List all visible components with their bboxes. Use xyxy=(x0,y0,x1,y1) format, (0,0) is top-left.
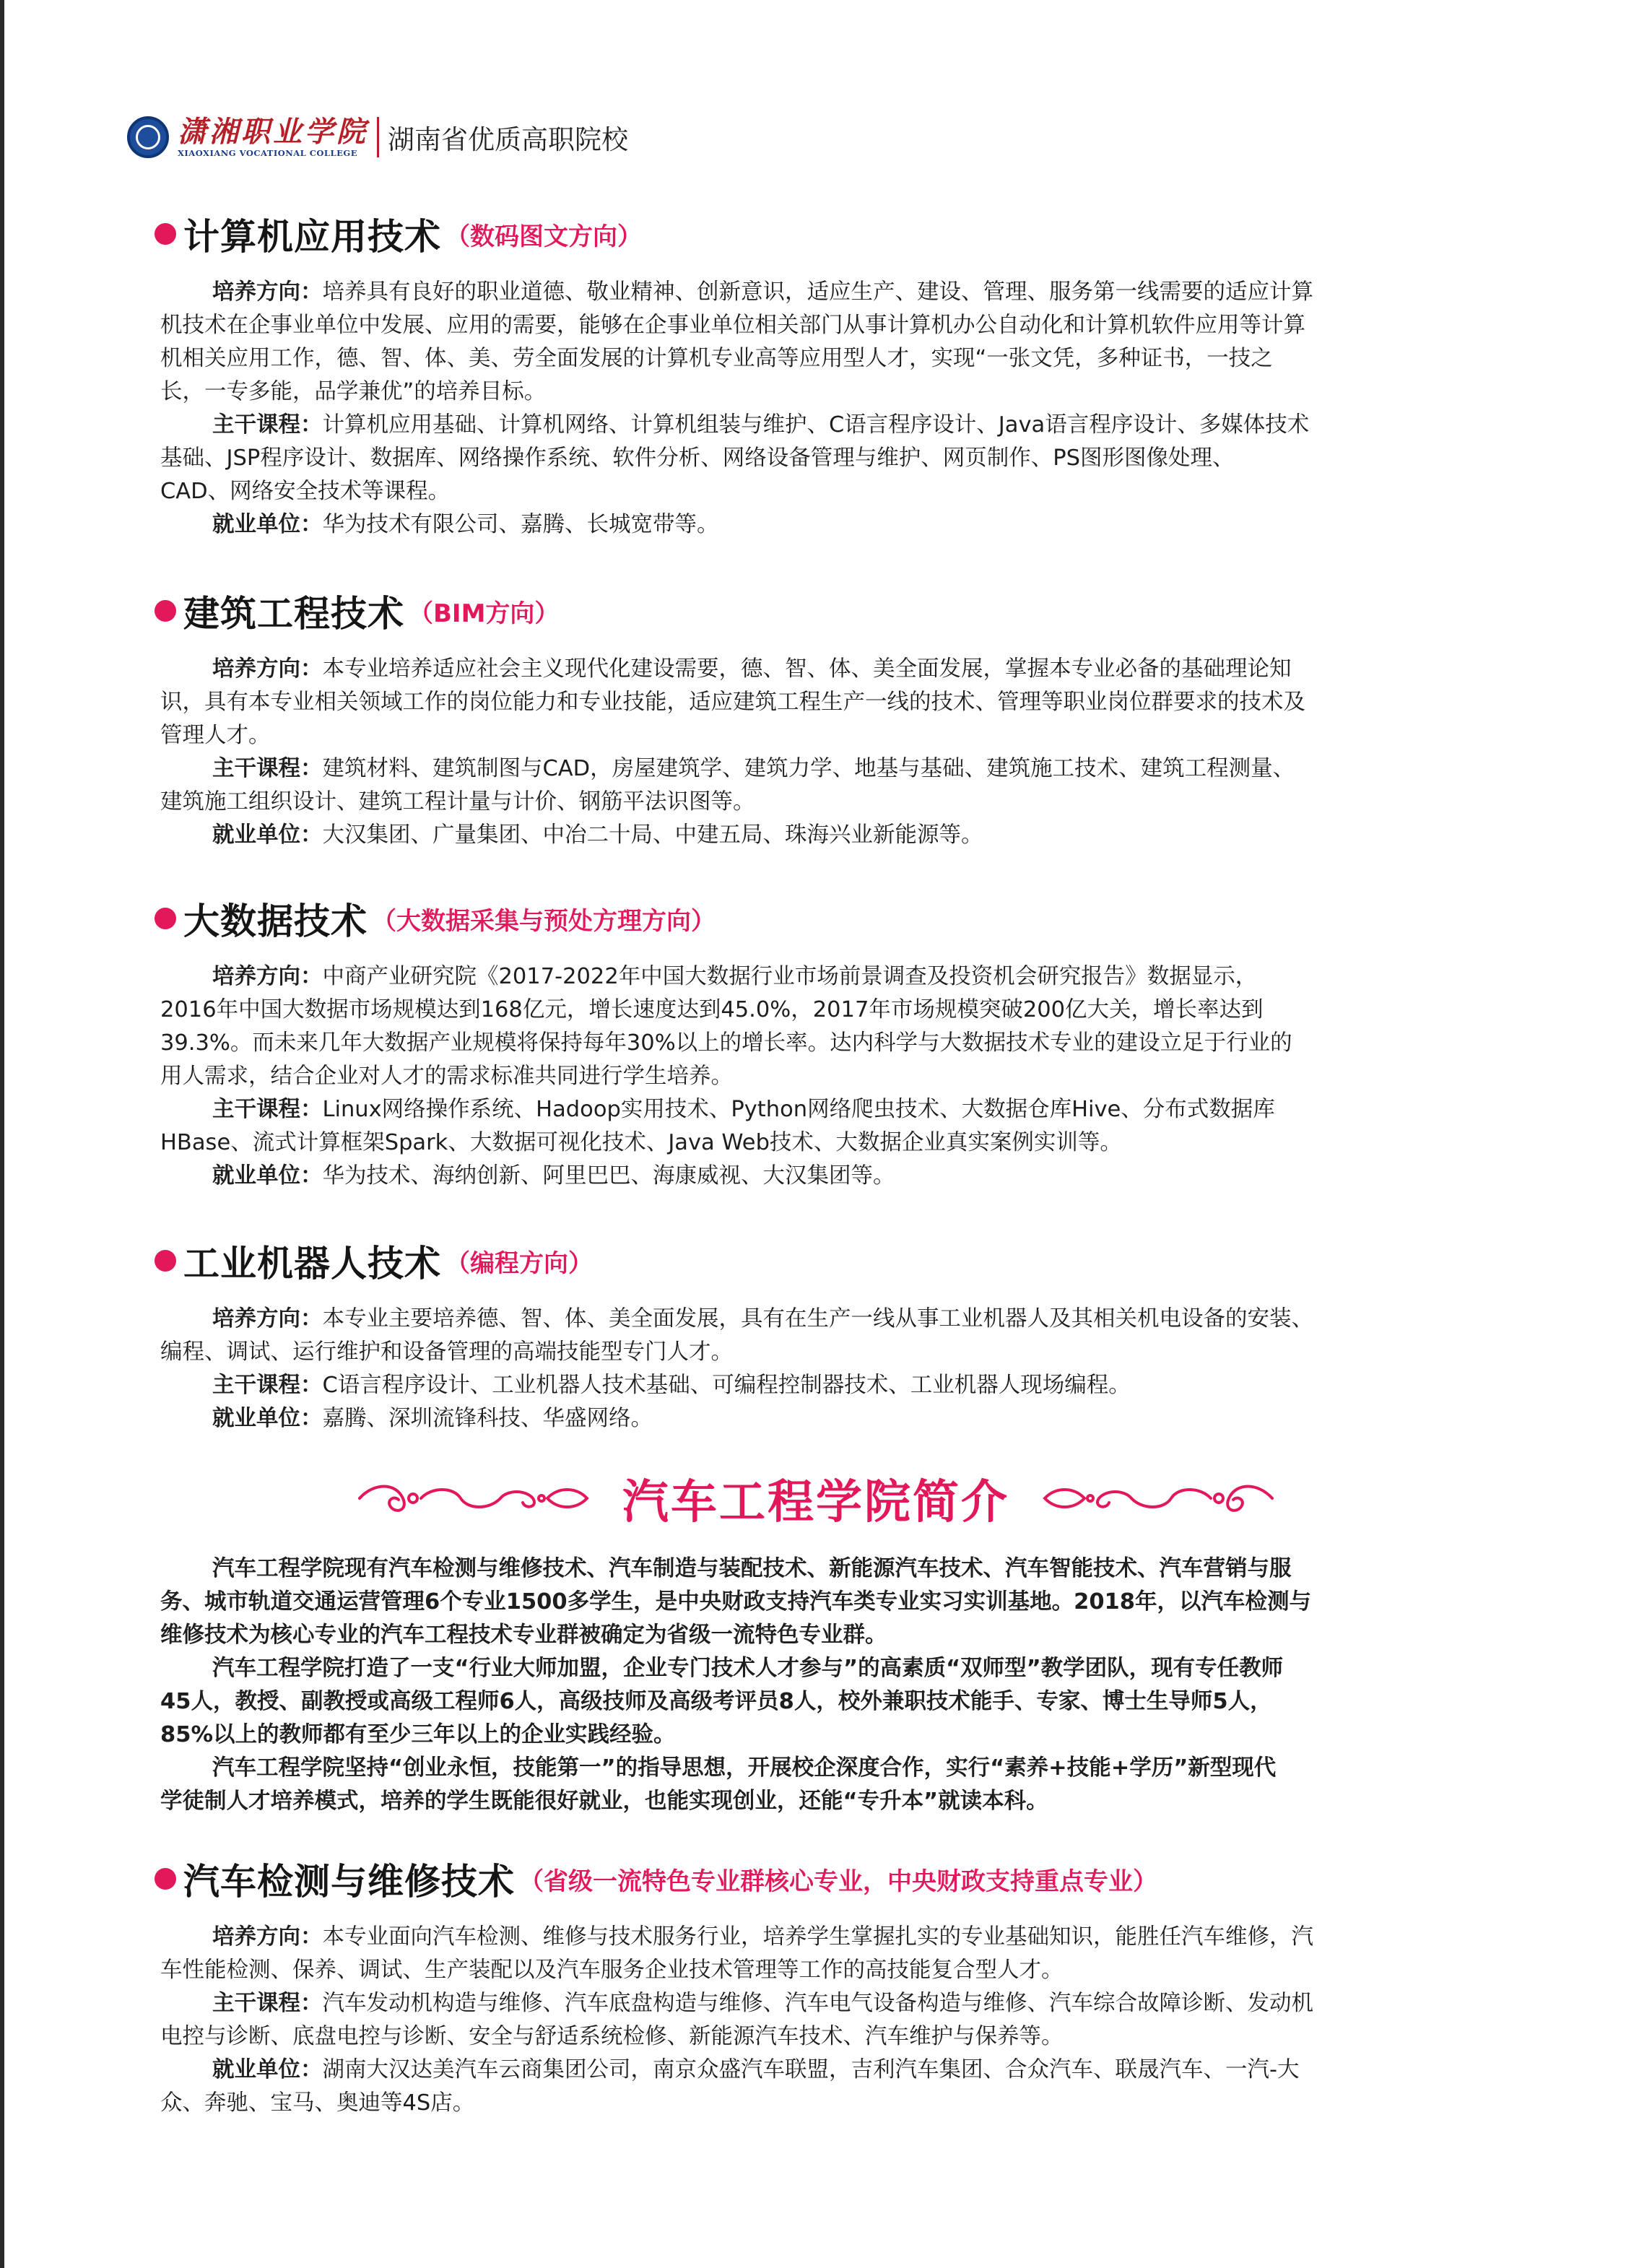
section-title: 大数据技术 xyxy=(183,900,368,942)
course-label: 主干课程： xyxy=(212,1097,323,1122)
section-subtitle: （大数据采集与预处方理方向） xyxy=(372,906,716,936)
training-line: 39.3%。而未来几年大数据产业规模将保持每年30%以上的增长率。达内科学与大数据技术专业的建设立足于行业的 xyxy=(160,1030,1292,1056)
course-line: 主干课程：C语言程序设计、工业机器人技术基础、可编程控制器技术、工业机器人现场编程。 xyxy=(212,1373,1131,1398)
employer-line: 就业单位：湖南大汉达美汽车云商集团公司，南京众盛汽车联盟，吉利汽车集团、合众汽车、联晟汽车、一汽-大 xyxy=(212,2057,1300,2082)
college-intro xyxy=(160,1552,1487,1818)
course-line: 建筑施工组织设计、建筑工程计量与计价、钢筋平法识图等。 xyxy=(160,789,755,814)
course-label: 主干课程： xyxy=(212,412,323,438)
section-title: 工业机器人技术 xyxy=(183,1243,441,1285)
section-subtitle: （数码图文方向） xyxy=(445,222,642,251)
intro-line: 务、城市轨道交通运营管理6个专业1500多学生，是中央财政支持汽车类专业实习实训基地。2018年，以汽车检测与 xyxy=(160,1589,1311,1615)
training-line: 培养方向：培养具有良好的职业道德、敬业精神、创新意识，适应生产、建设、管理、服务第一线需要的适应计算 xyxy=(212,279,1313,305)
training-label: 培养方向： xyxy=(212,1924,323,1950)
section-heading xyxy=(155,1236,1487,1285)
banner-title: 汽车工程学院简介 xyxy=(622,1476,1009,1529)
section-title: 计算机应用技术 xyxy=(183,216,441,258)
employer-label: 就业单位： xyxy=(212,1163,323,1189)
training-line: 识，具有本专业相关领域工作的岗位能力和专业技能，适应建筑工程生产一线的技术、管理等职业岗位群要求的技术及 xyxy=(160,690,1305,715)
college-name-en: XIAOXIANG VOCATIONAL COLLEGE xyxy=(178,148,357,158)
section-heading xyxy=(155,894,1487,943)
section-heading xyxy=(155,1854,1487,1903)
section-heading xyxy=(155,209,1487,258)
course-line: 主干课程：建筑材料、建筑制图与CAD，房屋建筑学、建筑力学、地基与基础、建筑施工技术、建筑工程测量、 xyxy=(212,756,1295,781)
training-line: 培养方向：本专业培养适应社会主义现代化建设需要，德、智、体、美全面发展，掌握本专业必备的基础理论知 xyxy=(212,656,1292,682)
course-line: HBase、流式计算框架Spark、大数据可视化技术、Java Web技术、大数据企业真实案例实训等。 xyxy=(160,1130,1122,1155)
college-intro-banner xyxy=(339,1466,1292,1531)
college-seal-icon xyxy=(127,116,169,158)
bullet-dot-icon xyxy=(155,600,176,622)
course-line: 主干课程：计算机应用基础、计算机网络、计算机组装与维护、C语言程序设计、Java语言程序设计、多媒体技术 xyxy=(212,412,1310,438)
training-line: 车性能检测、保养、调试、生产装配以及汽车服务企业技术管理等工作的高技能复合型人才。 xyxy=(160,1958,1064,1983)
training-line: 管理人才。 xyxy=(160,723,271,748)
college-logo xyxy=(178,116,368,158)
section-body xyxy=(160,653,1487,852)
training-line: 编程、调试、运行维护和设备管理的高端技能型专门人才。 xyxy=(160,1339,733,1365)
employer-line: 就业单位：华为技术、海纳创新、阿里巴巴、海康威视、大汉集团等。 xyxy=(212,1163,895,1189)
course-label: 主干课程： xyxy=(212,756,323,781)
intro-line: 45人，教授、副教授或高级工程师6人，高级技师及高级考评员8人，校外兼职技术能手、专家、博士生导师5人， xyxy=(160,1689,1272,1714)
training-line: 培养方向：本专业面向汽车检测、维修与技术服务行业，培养学生掌握扎实的专业基础知识，能胜任汽车维修，汽 xyxy=(212,1924,1313,1950)
employer-label: 就业单位： xyxy=(212,1406,323,1431)
course-label: 主干课程： xyxy=(212,1373,323,1398)
training-label: 培养方向： xyxy=(212,279,323,305)
section-body xyxy=(160,960,1487,1193)
page-header xyxy=(127,108,628,166)
training-label: 培养方向： xyxy=(212,1306,323,1331)
training-line: 培养方向：中商产业研究院《2017-2022年中国大数据行业市场前景调查及投资机会研究报告》数据显示， xyxy=(212,964,1258,989)
employer-label: 就业单位： xyxy=(212,822,323,848)
course-line: 主干课程：汽车发动机构造与维修、汽车底盘构造与维修、汽车电气设备构造与维修、汽车综合故障诊断、发动机 xyxy=(212,1991,1313,2016)
section-body xyxy=(160,1921,1487,2120)
section-heading xyxy=(155,586,1487,635)
header-tagline: 湖南省优质高职院校 xyxy=(388,124,628,155)
intro-line: 学徒制人才培养模式，培养的学生既能很好就业，也能实现创业，还能“专升本”就读本科。 xyxy=(160,1789,1048,1814)
intro-line: 85%以上的教师都有至少三年以上的企业实践经验。 xyxy=(160,1722,676,1747)
course-line: 基础、JSP程序设计、数据库、网络操作系统、软件分析、网络设备管理与维护、网页制作、PS图形图像处理、 xyxy=(160,446,1235,471)
section-title: 汽车检测与维修技术 xyxy=(183,1861,515,1903)
training-line: 培养方向：本专业主要培养德、智、体、美全面发展，具有在生产一线从事工业机器人及其相关机电设备的安装、 xyxy=(212,1306,1313,1331)
intro-line: 汽车工程学院坚持“创业永恒，技能第一”的指导思想，开展校企深度合作，实行“素养+技能+学历”新型现代 xyxy=(212,1755,1277,1781)
flourish-left-icon xyxy=(352,1477,598,1520)
major-section-robotics xyxy=(160,1236,1487,1435)
training-line: 机技术在企事业单位中发展、应用的需要，能够在企事业单位相关部门从事计算机办公自动化和计算机软件应用等计算 xyxy=(160,313,1305,338)
employer-label: 就业单位： xyxy=(212,512,323,537)
training-label: 培养方向： xyxy=(212,964,323,989)
course-line: CAD、网络安全技术等课程。 xyxy=(160,479,451,504)
major-section-computer xyxy=(160,209,1487,542)
intro-line: 汽车工程学院打造了一支“行业大师加盟，企业专门技术人才参与”的高素质“双师型”教学团队，现有专任教师 xyxy=(212,1656,1284,1681)
employer-line: 就业单位：华为技术有限公司、嘉腾、长城宽带等。 xyxy=(212,512,719,537)
intro-line: 汽车工程学院现有汽车检测与维修技术、汽车制造与装配技术、新能源汽车技术、汽车智能技术、汽车营销与服 xyxy=(212,1556,1292,1581)
section-body xyxy=(160,1303,1487,1435)
intro-line: 维修技术为核心专业的汽车工程技术专业群被确定为省级一流特色专业群。 xyxy=(160,1622,887,1648)
training-line: 2016年中国大数据市场规模达到168亿元，增长速度达到45.0%，2017年市场规模突破200亿大关，增长率达到 xyxy=(160,997,1264,1022)
bullet-dot-icon xyxy=(155,223,176,245)
bullet-dot-icon xyxy=(155,1868,176,1890)
header-divider xyxy=(377,117,379,157)
bullet-dot-icon xyxy=(155,908,176,929)
college-name: 潇湘职业学院 xyxy=(178,115,368,149)
section-body xyxy=(160,276,1487,542)
employer-line: 就业单位：嘉腾、深圳流锋科技、华盛网络。 xyxy=(212,1406,653,1431)
course-line: 主干课程：Linux网络操作系统、Hadoop实用技术、Python网络爬虫技术、大数据仓库Hive、分布式数据库 xyxy=(212,1097,1275,1122)
training-line: 用人需求，结合企业对人才的需求标准共同进行学生培养。 xyxy=(160,1064,733,1089)
section-title: 建筑工程技术 xyxy=(183,593,404,635)
page-edge-bar xyxy=(0,0,4,2268)
flourish-right-icon xyxy=(1034,1477,1279,1520)
section-subtitle: （BIM方向） xyxy=(409,599,560,628)
major-section-bigdata xyxy=(160,894,1487,1193)
training-line: 机相关应用工作，德、智、体、美、劳全面发展的计算机专业高等应用型人才，实现“一张文凭，多种证书，一技之 xyxy=(160,346,1273,371)
employer-line: 众、奔驰、宝马、奥迪等4S店。 xyxy=(160,2090,475,2116)
section-subtitle: （省级一流特色专业群核心专业，中央财政支持重点专业） xyxy=(519,1867,1157,1896)
employer-label: 就业单位： xyxy=(212,2057,323,2082)
bullet-dot-icon xyxy=(155,1250,176,1272)
training-line: 长，一专多能，品学兼优”的培养目标。 xyxy=(160,379,547,404)
employer-line: 就业单位：大汉集团、广量集团、中冶二十局、中建五局、珠海兴业新能源等。 xyxy=(212,822,983,848)
training-label: 培养方向： xyxy=(212,656,323,682)
section-subtitle: （编程方向） xyxy=(445,1248,593,1278)
major-section-architecture xyxy=(160,586,1487,852)
course-label: 主干课程： xyxy=(212,1991,323,2016)
major-section-auto-repair xyxy=(160,1854,1487,2120)
course-line: 电控与诊断、底盘电控与诊断、安全与舒适系统检修、新能源汽车技术、汽车维护与保养等。 xyxy=(160,2024,1064,2049)
